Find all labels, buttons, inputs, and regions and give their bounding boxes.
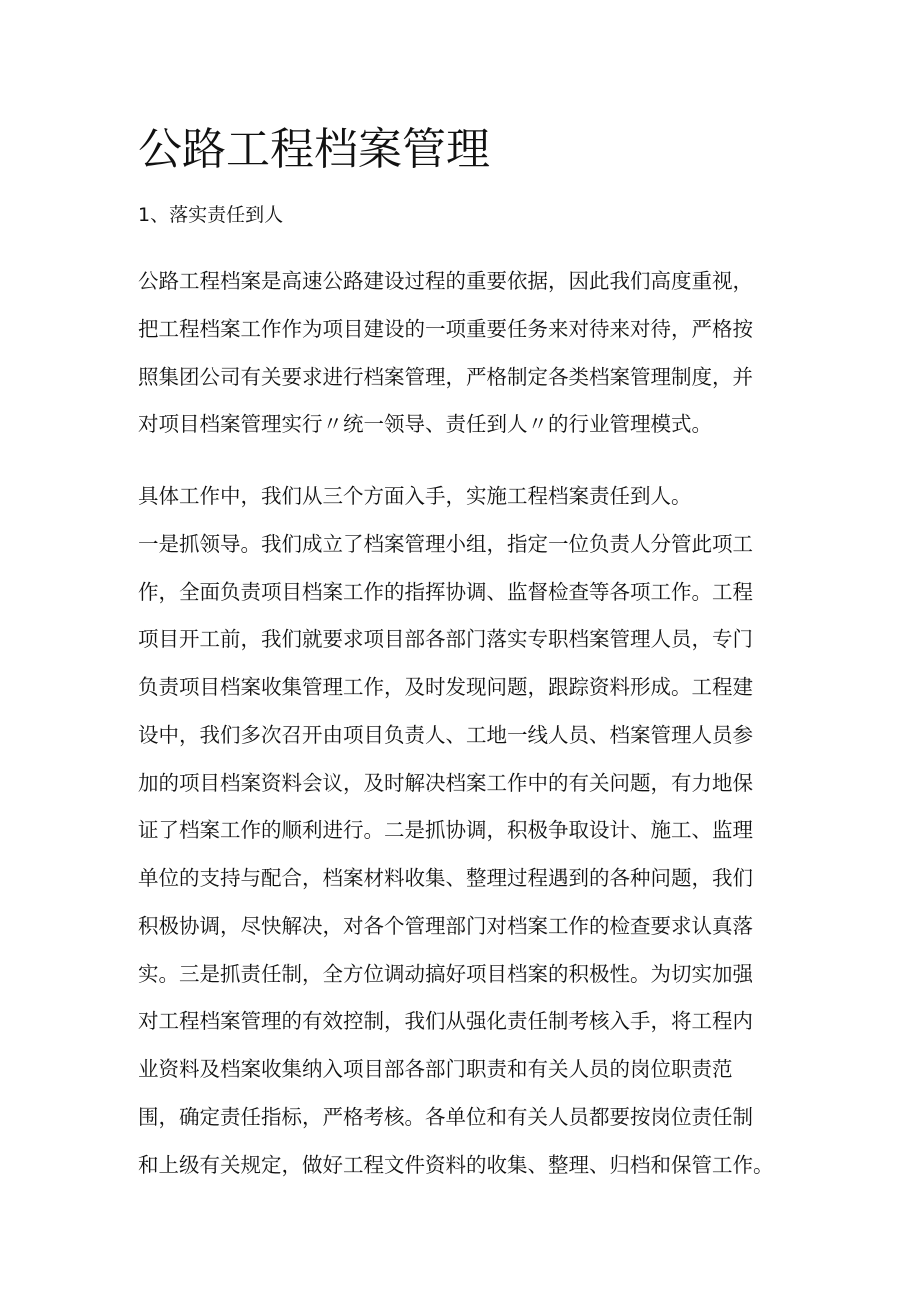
paragraph-2-line: 对工程档案管理的有效控制，我们从强化责任制考核入手，将工程内 xyxy=(138,1009,753,1033)
paragraph-2-line: 单位的支持与配合，档案材料收集、整理过程遇到的各种问题，我们 xyxy=(138,866,753,890)
section-heading: 1、落实责任到人 xyxy=(138,204,284,226)
paragraph-1-line: 对项目档案管理实行〃统一领导、责任到人〃的行业管理模式。 xyxy=(138,412,712,436)
paragraph-2-line: 负责项目档案收集管理工作，及时发现问题，跟踪资料形成。工程建 xyxy=(138,675,753,699)
paragraph-2-line: 业资料及档案收集纳入项目部各部门职责和有关人员的岗位职责范 xyxy=(138,1057,733,1081)
paragraph-2-line: 围，确定责任指标，严格考核。各单位和有关人员都要按岗位责任制 xyxy=(138,1105,753,1129)
paragraph-1-line: 照集团公司有关要求进行档案管理，严格制定各类档案管理制度，并 xyxy=(138,365,753,389)
paragraph-2-line: 和上级有关规定，做好工程文件资料的收集、整理、归档和保管工作。 xyxy=(138,1153,774,1177)
paragraph-1-line: 把工程档案工作作为项目建设的一项重要任务来对待来对待，严格按 xyxy=(138,317,753,341)
paragraph-2-line: 作，全面负责项目档案工作的指挥协调、监督检查等各项工作。工程 xyxy=(138,580,753,604)
paragraph-2-line: 项目开工前，我们就要求项目部各部门落实专职档案管理人员，专门 xyxy=(138,627,753,651)
paragraph-1-line: 公路工程档案是高速公路建设过程的重要依据，因此我们高度重视， xyxy=(138,269,753,293)
paragraph-2-line: 实。三是抓责任制，全方位调动搞好项目档案的积极性。为切实加强 xyxy=(138,962,753,986)
paragraph-2-line: 具体工作中，我们从三个方面入手，实施工程档案责任到人。 xyxy=(138,484,692,508)
paragraph-2-line: 证了档案工作的顺利进行。二是抓协调，积极争取设计、施工、监理 xyxy=(138,818,753,842)
paragraph-2-line: 设中，我们多次召开由项目负责人、工地一线人员、档案管理人员参 xyxy=(138,723,753,747)
document-title: 公路工程档案管理 xyxy=(138,124,490,175)
paragraph-2-line: 加的项目档案资料会议，及时解决档案工作中的有关问题，有力地保 xyxy=(138,771,753,795)
paragraph-2-line: 一是抓领导。我们成立了档案管理小组，指定一位负责人分管此项工 xyxy=(138,532,753,556)
paragraph-2-line: 积极协调，尽快解决，对各个管理部门对档案工作的检查要求认真落 xyxy=(138,914,753,938)
